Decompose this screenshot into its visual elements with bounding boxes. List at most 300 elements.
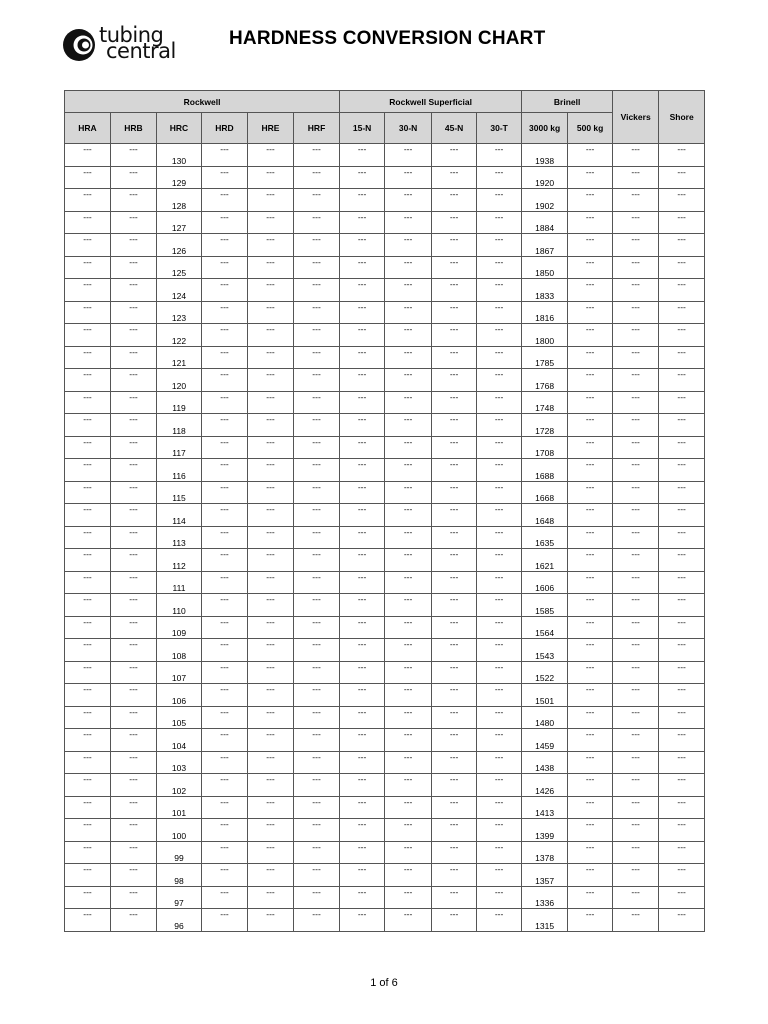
empty-value-cell: --- <box>568 661 613 684</box>
empty-value-cell: --- <box>432 549 477 572</box>
empty-value-cell: --- <box>385 256 432 279</box>
empty-value-cell: --- <box>294 256 340 279</box>
empty-value-cell: --- <box>248 571 294 594</box>
table-row <box>65 211 705 234</box>
table-row <box>65 166 705 189</box>
brinell-3000kg-value-cell: 1564 <box>522 616 568 639</box>
empty-value-cell: --- <box>248 504 294 527</box>
empty-value-cell: --- <box>248 796 294 819</box>
empty-value-cell: --- <box>659 549 705 572</box>
empty-value-cell: --- <box>385 774 432 797</box>
empty-value-cell: --- <box>432 144 477 167</box>
empty-value-cell: --- <box>111 166 157 189</box>
empty-value-cell: --- <box>568 346 613 369</box>
table-row <box>65 459 705 482</box>
table-row <box>65 481 705 504</box>
empty-value-cell: --- <box>340 301 385 324</box>
empty-value-cell: --- <box>613 166 659 189</box>
table-row <box>65 526 705 549</box>
column-header-hre: HRE <box>248 113 294 144</box>
empty-value-cell: --- <box>385 571 432 594</box>
empty-value-cell: --- <box>568 549 613 572</box>
table-row <box>65 391 705 414</box>
empty-value-cell: --- <box>477 774 522 797</box>
empty-value-cell: --- <box>432 706 477 729</box>
empty-value-cell: --- <box>202 189 248 212</box>
empty-value-cell: --- <box>659 841 705 864</box>
table-row <box>65 774 705 797</box>
empty-value-cell: --- <box>202 324 248 347</box>
brinell-3000kg-value-cell: 1800 <box>522 324 568 347</box>
empty-value-cell: --- <box>294 459 340 482</box>
empty-value-cell: --- <box>613 459 659 482</box>
empty-value-cell: --- <box>294 414 340 437</box>
empty-value-cell: --- <box>432 436 477 459</box>
empty-value-cell: --- <box>432 639 477 662</box>
brinell-3000kg-value-cell: 1459 <box>522 729 568 752</box>
hrc-value-cell: 109 <box>157 616 202 639</box>
empty-value-cell: --- <box>613 751 659 774</box>
empty-value-cell: --- <box>111 819 157 842</box>
empty-value-cell: --- <box>659 526 705 549</box>
empty-value-cell: --- <box>568 279 613 302</box>
table-row <box>65 616 705 639</box>
empty-value-cell: --- <box>294 234 340 257</box>
empty-value-cell: --- <box>202 864 248 887</box>
empty-value-cell: --- <box>202 414 248 437</box>
empty-value-cell: --- <box>477 571 522 594</box>
brinell-3000kg-value-cell: 1785 <box>522 346 568 369</box>
empty-value-cell: --- <box>477 211 522 234</box>
table-row <box>65 661 705 684</box>
empty-value-cell: --- <box>659 256 705 279</box>
empty-value-cell: --- <box>65 391 111 414</box>
empty-value-cell: --- <box>294 324 340 347</box>
column-header-hrd: HRD <box>202 113 248 144</box>
empty-value-cell: --- <box>613 549 659 572</box>
empty-value-cell: --- <box>340 751 385 774</box>
empty-value-cell: --- <box>202 166 248 189</box>
empty-value-cell: --- <box>432 211 477 234</box>
empty-value-cell: --- <box>202 369 248 392</box>
empty-value-cell: --- <box>340 391 385 414</box>
empty-value-cell: --- <box>659 594 705 617</box>
empty-value-cell: --- <box>248 144 294 167</box>
empty-value-cell: --- <box>294 864 340 887</box>
empty-value-cell: --- <box>432 594 477 617</box>
empty-value-cell: --- <box>111 391 157 414</box>
empty-value-cell: --- <box>613 639 659 662</box>
empty-value-cell: --- <box>477 301 522 324</box>
empty-value-cell: --- <box>477 706 522 729</box>
empty-value-cell: --- <box>65 886 111 909</box>
empty-value-cell: --- <box>340 729 385 752</box>
column-header-500kg: 500 kg <box>568 113 613 144</box>
empty-value-cell: --- <box>202 481 248 504</box>
empty-value-cell: --- <box>294 706 340 729</box>
empty-value-cell: --- <box>659 571 705 594</box>
empty-value-cell: --- <box>568 211 613 234</box>
empty-value-cell: --- <box>202 526 248 549</box>
empty-value-cell: --- <box>111 751 157 774</box>
hrc-value-cell: 123 <box>157 301 202 324</box>
empty-value-cell: --- <box>111 144 157 167</box>
column-header-30n: 30-N <box>385 113 432 144</box>
empty-value-cell: --- <box>432 819 477 842</box>
empty-value-cell: --- <box>340 166 385 189</box>
empty-value-cell: --- <box>477 256 522 279</box>
empty-value-cell: --- <box>294 684 340 707</box>
empty-value-cell: --- <box>568 886 613 909</box>
brinell-3000kg-value-cell: 1635 <box>522 526 568 549</box>
empty-value-cell: --- <box>65 301 111 324</box>
empty-value-cell: --- <box>202 729 248 752</box>
hrc-value-cell: 119 <box>157 391 202 414</box>
empty-value-cell: --- <box>340 414 385 437</box>
empty-value-cell: --- <box>111 481 157 504</box>
empty-value-cell: --- <box>202 391 248 414</box>
empty-value-cell: --- <box>111 864 157 887</box>
empty-value-cell: --- <box>111 549 157 572</box>
empty-value-cell: --- <box>65 211 111 234</box>
brinell-3000kg-value-cell: 1648 <box>522 504 568 527</box>
empty-value-cell: --- <box>568 594 613 617</box>
empty-value-cell: --- <box>248 706 294 729</box>
empty-value-cell: --- <box>432 301 477 324</box>
empty-value-cell: --- <box>613 144 659 167</box>
empty-value-cell: --- <box>340 436 385 459</box>
brinell-3000kg-value-cell: 1884 <box>522 211 568 234</box>
column-header-30t: 30-T <box>477 113 522 144</box>
table-row <box>65 346 705 369</box>
empty-value-cell: --- <box>613 571 659 594</box>
brinell-3000kg-value-cell: 1938 <box>522 144 568 167</box>
empty-value-cell: --- <box>202 796 248 819</box>
empty-value-cell: --- <box>294 819 340 842</box>
empty-value-cell: --- <box>340 841 385 864</box>
empty-value-cell: --- <box>432 571 477 594</box>
table-row <box>65 571 705 594</box>
empty-value-cell: --- <box>568 256 613 279</box>
empty-value-cell: --- <box>568 841 613 864</box>
empty-value-cell: --- <box>477 279 522 302</box>
empty-value-cell: --- <box>65 436 111 459</box>
empty-value-cell: --- <box>248 211 294 234</box>
table-row <box>65 751 705 774</box>
empty-value-cell: --- <box>202 616 248 639</box>
empty-value-cell: --- <box>568 864 613 887</box>
empty-value-cell: --- <box>248 886 294 909</box>
empty-value-cell: --- <box>385 324 432 347</box>
empty-value-cell: --- <box>385 234 432 257</box>
empty-value-cell: --- <box>477 594 522 617</box>
table-row <box>65 144 705 167</box>
empty-value-cell: --- <box>568 571 613 594</box>
empty-value-cell: --- <box>432 729 477 752</box>
hrc-value-cell: 115 <box>157 481 202 504</box>
brinell-3000kg-value-cell: 1438 <box>522 751 568 774</box>
empty-value-cell: --- <box>477 234 522 257</box>
empty-value-cell: --- <box>111 369 157 392</box>
empty-value-cell: --- <box>477 324 522 347</box>
empty-value-cell: --- <box>613 886 659 909</box>
empty-value-cell: --- <box>659 706 705 729</box>
empty-value-cell: --- <box>432 391 477 414</box>
empty-value-cell: --- <box>340 481 385 504</box>
empty-value-cell: --- <box>477 549 522 572</box>
empty-value-cell: --- <box>340 459 385 482</box>
table-row <box>65 256 705 279</box>
table-row <box>65 639 705 662</box>
empty-value-cell: --- <box>432 616 477 639</box>
empty-value-cell: --- <box>568 526 613 549</box>
empty-value-cell: --- <box>477 796 522 819</box>
hrc-value-cell: 98 <box>157 864 202 887</box>
empty-value-cell: --- <box>248 864 294 887</box>
empty-value-cell: --- <box>248 459 294 482</box>
empty-value-cell: --- <box>111 324 157 347</box>
empty-value-cell: --- <box>65 459 111 482</box>
tubing-central-logo <box>62 24 187 66</box>
empty-value-cell: --- <box>432 189 477 212</box>
empty-value-cell: --- <box>65 841 111 864</box>
brinell-3000kg-value-cell: 1902 <box>522 189 568 212</box>
empty-value-cell: --- <box>477 729 522 752</box>
empty-value-cell: --- <box>340 369 385 392</box>
empty-value-cell: --- <box>340 346 385 369</box>
empty-value-cell: --- <box>568 729 613 752</box>
empty-value-cell: --- <box>111 571 157 594</box>
empty-value-cell: --- <box>294 616 340 639</box>
empty-value-cell: --- <box>65 909 111 932</box>
empty-value-cell: --- <box>65 144 111 167</box>
empty-value-cell: --- <box>294 504 340 527</box>
empty-value-cell: --- <box>248 639 294 662</box>
brinell-3000kg-value-cell: 1480 <box>522 706 568 729</box>
page-number: 1 of 6 <box>370 977 398 989</box>
empty-value-cell: --- <box>65 819 111 842</box>
empty-value-cell: --- <box>659 279 705 302</box>
empty-value-cell: --- <box>659 391 705 414</box>
empty-value-cell: --- <box>65 414 111 437</box>
column-header-15n: 15-N <box>340 113 385 144</box>
empty-value-cell: --- <box>294 481 340 504</box>
empty-value-cell: --- <box>432 256 477 279</box>
empty-value-cell: --- <box>111 886 157 909</box>
empty-value-cell: --- <box>340 234 385 257</box>
hrc-value-cell: 103 <box>157 751 202 774</box>
empty-value-cell: --- <box>111 616 157 639</box>
empty-value-cell: --- <box>568 414 613 437</box>
empty-value-cell: --- <box>659 751 705 774</box>
hrc-value-cell: 113 <box>157 526 202 549</box>
empty-value-cell: --- <box>613 369 659 392</box>
empty-value-cell: --- <box>477 144 522 167</box>
empty-value-cell: --- <box>613 864 659 887</box>
empty-value-cell: --- <box>385 189 432 212</box>
empty-value-cell: --- <box>294 594 340 617</box>
empty-value-cell: --- <box>385 279 432 302</box>
empty-value-cell: --- <box>340 144 385 167</box>
empty-value-cell: --- <box>568 144 613 167</box>
empty-value-cell: --- <box>340 819 385 842</box>
empty-value-cell: --- <box>568 436 613 459</box>
empty-value-cell: --- <box>294 279 340 302</box>
empty-value-cell: --- <box>613 279 659 302</box>
brinell-3000kg-value-cell: 1426 <box>522 774 568 797</box>
empty-value-cell: --- <box>477 414 522 437</box>
empty-value-cell: --- <box>340 909 385 932</box>
empty-value-cell: --- <box>385 391 432 414</box>
empty-value-cell: --- <box>477 841 522 864</box>
empty-value-cell: --- <box>202 594 248 617</box>
empty-value-cell: --- <box>248 481 294 504</box>
empty-value-cell: --- <box>111 279 157 302</box>
empty-value-cell: --- <box>613 234 659 257</box>
empty-value-cell: --- <box>202 571 248 594</box>
table-row <box>65 189 705 212</box>
empty-value-cell: --- <box>659 729 705 752</box>
empty-value-cell: --- <box>659 864 705 887</box>
empty-value-cell: --- <box>385 211 432 234</box>
empty-value-cell: --- <box>294 841 340 864</box>
logo-text-line2: central <box>106 39 176 63</box>
empty-value-cell: --- <box>385 796 432 819</box>
empty-value-cell: --- <box>248 661 294 684</box>
empty-value-cell: --- <box>202 706 248 729</box>
empty-value-cell: --- <box>659 324 705 347</box>
empty-value-cell: --- <box>477 166 522 189</box>
brinell-3000kg-value-cell: 1378 <box>522 841 568 864</box>
empty-value-cell: --- <box>111 211 157 234</box>
empty-value-cell: --- <box>248 346 294 369</box>
empty-value-cell: --- <box>613 211 659 234</box>
empty-value-cell: --- <box>340 639 385 662</box>
empty-value-cell: --- <box>111 526 157 549</box>
empty-value-cell: --- <box>613 504 659 527</box>
empty-value-cell: --- <box>613 594 659 617</box>
empty-value-cell: --- <box>248 189 294 212</box>
empty-value-cell: --- <box>385 684 432 707</box>
brinell-3000kg-value-cell: 1688 <box>522 459 568 482</box>
empty-value-cell: --- <box>340 774 385 797</box>
empty-value-cell: --- <box>659 909 705 932</box>
empty-value-cell: --- <box>294 796 340 819</box>
empty-value-cell: --- <box>248 256 294 279</box>
empty-value-cell: --- <box>568 301 613 324</box>
table-row <box>65 796 705 819</box>
empty-value-cell: --- <box>477 346 522 369</box>
empty-value-cell: --- <box>202 256 248 279</box>
empty-value-cell: --- <box>568 234 613 257</box>
empty-value-cell: --- <box>477 189 522 212</box>
table-row <box>65 594 705 617</box>
hrc-value-cell: 126 <box>157 234 202 257</box>
table-row <box>65 279 705 302</box>
empty-value-cell: --- <box>432 346 477 369</box>
table-body <box>65 144 705 932</box>
empty-value-cell: --- <box>294 526 340 549</box>
empty-value-cell: --- <box>659 301 705 324</box>
empty-value-cell: --- <box>248 414 294 437</box>
empty-value-cell: --- <box>385 661 432 684</box>
empty-value-cell: --- <box>385 481 432 504</box>
empty-value-cell: --- <box>65 526 111 549</box>
empty-value-cell: --- <box>568 796 613 819</box>
empty-value-cell: --- <box>568 504 613 527</box>
empty-value-cell: --- <box>248 279 294 302</box>
empty-value-cell: --- <box>248 549 294 572</box>
empty-value-cell: --- <box>432 684 477 707</box>
hrc-value-cell: 122 <box>157 324 202 347</box>
empty-value-cell: --- <box>111 189 157 212</box>
hrc-value-cell: 124 <box>157 279 202 302</box>
empty-value-cell: --- <box>432 886 477 909</box>
empty-value-cell: --- <box>248 684 294 707</box>
empty-value-cell: --- <box>340 616 385 639</box>
empty-value-cell: --- <box>65 324 111 347</box>
empty-value-cell: --- <box>477 886 522 909</box>
empty-value-cell: --- <box>294 189 340 212</box>
hrc-value-cell: 107 <box>157 661 202 684</box>
hrc-value-cell: 128 <box>157 189 202 212</box>
empty-value-cell: --- <box>65 279 111 302</box>
empty-value-cell: --- <box>340 189 385 212</box>
empty-value-cell: --- <box>659 774 705 797</box>
column-header-3000kg: 3000 kg <box>522 113 568 144</box>
empty-value-cell: --- <box>432 166 477 189</box>
empty-value-cell: --- <box>432 459 477 482</box>
empty-value-cell: --- <box>568 391 613 414</box>
empty-value-cell: --- <box>613 774 659 797</box>
column-header-hrb: HRB <box>111 113 157 144</box>
empty-value-cell: --- <box>477 684 522 707</box>
empty-value-cell: --- <box>385 414 432 437</box>
column-header-hrf: HRF <box>294 113 340 144</box>
column-header-45n: 45-N <box>432 113 477 144</box>
brinell-3000kg-value-cell: 1867 <box>522 234 568 257</box>
empty-value-cell: --- <box>613 481 659 504</box>
empty-value-cell: --- <box>65 616 111 639</box>
empty-value-cell: --- <box>340 324 385 347</box>
empty-value-cell: --- <box>202 234 248 257</box>
column-header-row <box>65 113 705 144</box>
brinell-3000kg-value-cell: 1357 <box>522 864 568 887</box>
page-title: HARDNESS CONVERSION CHART <box>229 28 546 49</box>
empty-value-cell: --- <box>340 706 385 729</box>
brinell-3000kg-value-cell: 1522 <box>522 661 568 684</box>
brinell-3000kg-value-cell: 1920 <box>522 166 568 189</box>
empty-value-cell: --- <box>385 526 432 549</box>
empty-value-cell: --- <box>340 549 385 572</box>
empty-value-cell: --- <box>202 549 248 572</box>
empty-value-cell: --- <box>385 346 432 369</box>
empty-value-cell: --- <box>385 436 432 459</box>
empty-value-cell: --- <box>294 639 340 662</box>
hrc-value-cell: 105 <box>157 706 202 729</box>
empty-value-cell: --- <box>294 751 340 774</box>
empty-value-cell: --- <box>65 549 111 572</box>
empty-value-cell: --- <box>202 436 248 459</box>
hrc-value-cell: 104 <box>157 729 202 752</box>
hrc-value-cell: 112 <box>157 549 202 572</box>
hrc-value-cell: 120 <box>157 369 202 392</box>
empty-value-cell: --- <box>111 234 157 257</box>
empty-value-cell: --- <box>477 391 522 414</box>
empty-value-cell: --- <box>568 189 613 212</box>
empty-value-cell: --- <box>340 594 385 617</box>
hrc-value-cell: 106 <box>157 684 202 707</box>
